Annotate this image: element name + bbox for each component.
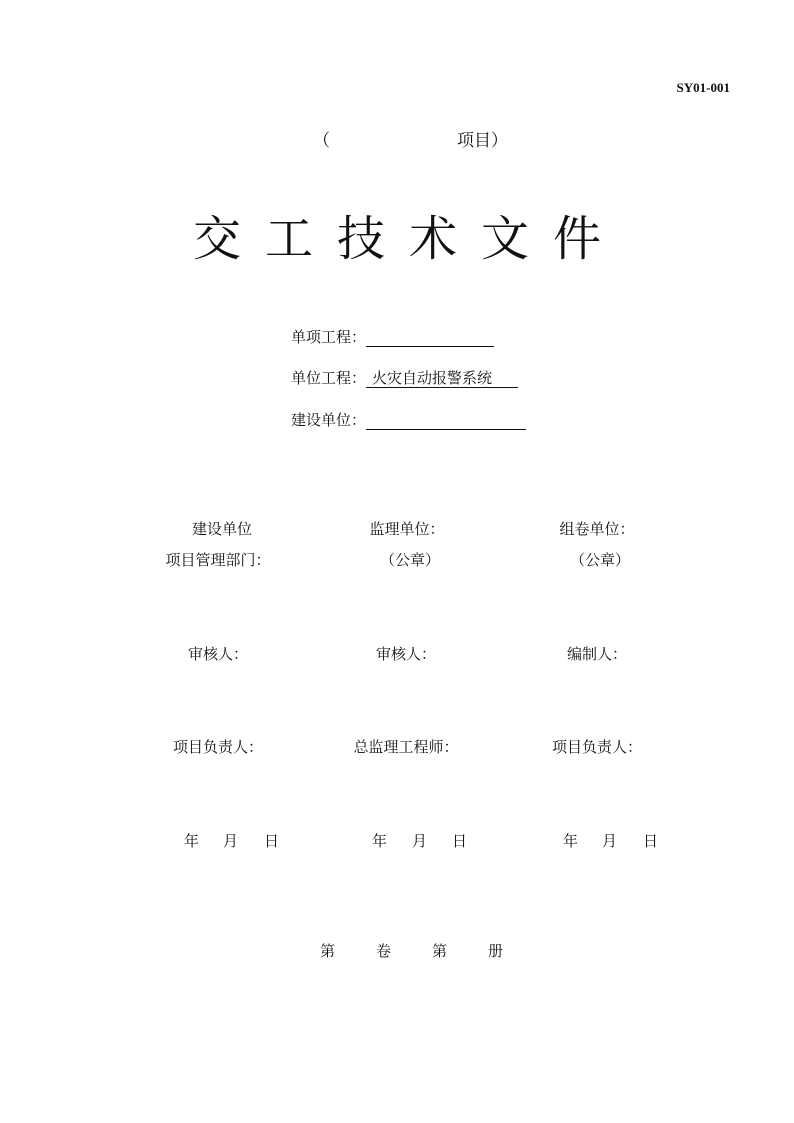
col1-date-month: 月 (223, 832, 239, 850)
col3-unit-sub: （公章） (569, 551, 631, 569)
project-label: 项目） (457, 131, 508, 151)
field-label: 单位工程： (291, 369, 367, 387)
col1-reviewer: 审核人： (187, 645, 249, 663)
col3-reviewer: 编制人： (566, 645, 628, 663)
col3-date-day: 日 (643, 832, 659, 850)
field-label: 建设单位： (291, 411, 367, 429)
col3-date-month: 月 (602, 832, 618, 850)
col1-date-day: 日 (264, 832, 280, 850)
col3-date-year: 年 (563, 832, 579, 850)
volume-di-1: 第 (320, 942, 336, 960)
col3-responsible: 项目负责人： (551, 738, 643, 756)
col2-date-month: 月 (412, 832, 428, 850)
col1-date-year: 年 (184, 832, 200, 850)
volume-di-2: 第 (432, 942, 448, 960)
volume-ce: 册 (488, 942, 504, 960)
volume-juan: 卷 (376, 942, 392, 960)
form-code: SY01-001 (676, 80, 730, 95)
project-open-paren: （ (313, 131, 330, 151)
field-label: 单项工程： (291, 328, 367, 346)
field-unit-project (291, 367, 518, 388)
col2-reviewer: 审核人： (375, 645, 437, 663)
col2-unit-sub: （公章） (379, 551, 441, 569)
col2-date-year: 年 (372, 832, 388, 850)
col1-unit: 建设单位 (191, 520, 253, 538)
unit-project-value: 火灾自动报警系统 (366, 369, 518, 388)
single-project-value (366, 328, 494, 347)
construction-unit-value (366, 411, 526, 430)
col3-unit: 组卷单位： (559, 520, 635, 538)
document-title: 交工技术文件 (192, 211, 625, 267)
col2-responsible: 总监理工程师： (353, 738, 459, 756)
col2-unit: 监理单位： (369, 520, 445, 538)
col1-responsible: 项目负责人： (172, 738, 264, 756)
col2-date-day: 日 (452, 832, 468, 850)
field-construction-unit (291, 409, 526, 430)
col1-unit-sub: 项目管理部门： (165, 551, 271, 569)
field-single-project (291, 326, 494, 347)
